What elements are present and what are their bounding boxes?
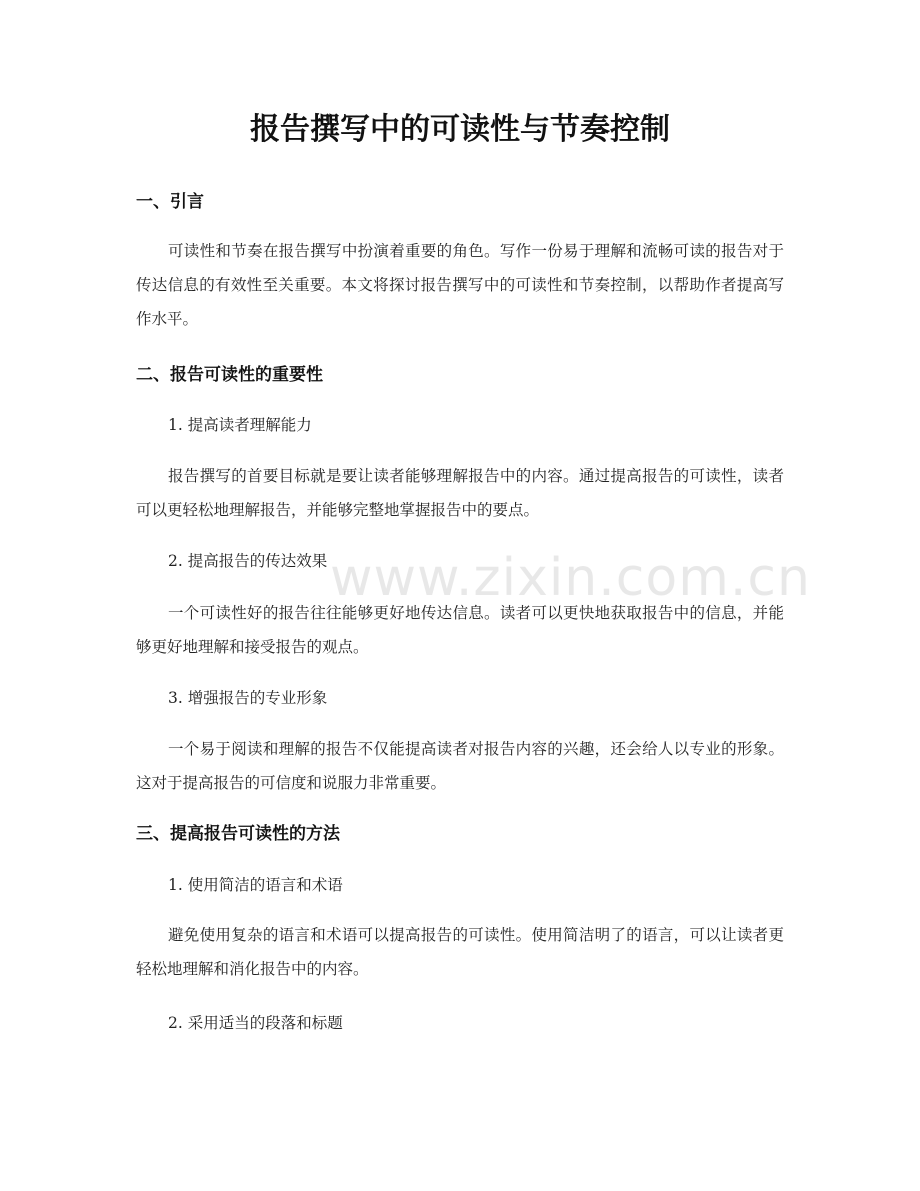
subheading-professional-image: 3. 增强报告的专业形象 — [168, 689, 328, 707]
subheading-communication-effect: 2. 提高报告的传达效果 — [168, 552, 328, 570]
paragraph-improve-understanding: 报告撰写的首要目标就是要让读者能够理解报告中的内容。通过提高报告的可读性，读者可以更轻松地理解报告，并能够完整地掌握报告中的要点。 — [136, 467, 784, 519]
watermark: www.zixin.com.cn — [330, 548, 811, 608]
paragraph-communication-effect: 一个可读性好的报告往往能够更好地传达信息。读者可以更快地获取报告中的信息，并能够更好地理解和接受报告的观点。 — [136, 604, 784, 656]
subheading-concise-language: 1. 使用简洁的语言和术语 — [168, 876, 343, 894]
subheading-improve-understanding: 1. 提高读者理解能力 — [168, 416, 312, 434]
paragraph-professional-image: 一个易于阅读和理解的报告不仅能提高读者对报告内容的兴趣，还会给人以专业的形象。这对于提高报告的可信度和说服力非常重要。 — [136, 740, 784, 792]
paragraph-concise-language: 避免使用复杂的语言和术语可以提高报告的可读性。使用简洁明了的语言，可以让读者更轻松地理解和消化报告中的内容。 — [136, 926, 784, 978]
document-title: 报告撰写中的可读性与节奏控制 — [250, 112, 670, 147]
subheading-paragraphs-headings: 2. 采用适当的段落和标题 — [168, 1014, 343, 1032]
section-heading-importance: 二、报告可读性的重要性 — [136, 365, 323, 385]
section-heading-introduction: 一、引言 — [136, 192, 204, 212]
section-paragraph-introduction: 可读性和节奏在报告撰写中扮演着重要的角色。写作一份易于理解和流畅可读的报告对于传达信息的有效性至关重要。本文将探讨报告撰写中的可读性和节奏控制，以帮助作者提高写作水平。 — [136, 242, 784, 328]
section-heading-methods: 三、提高报告可读性的方法 — [136, 824, 340, 844]
